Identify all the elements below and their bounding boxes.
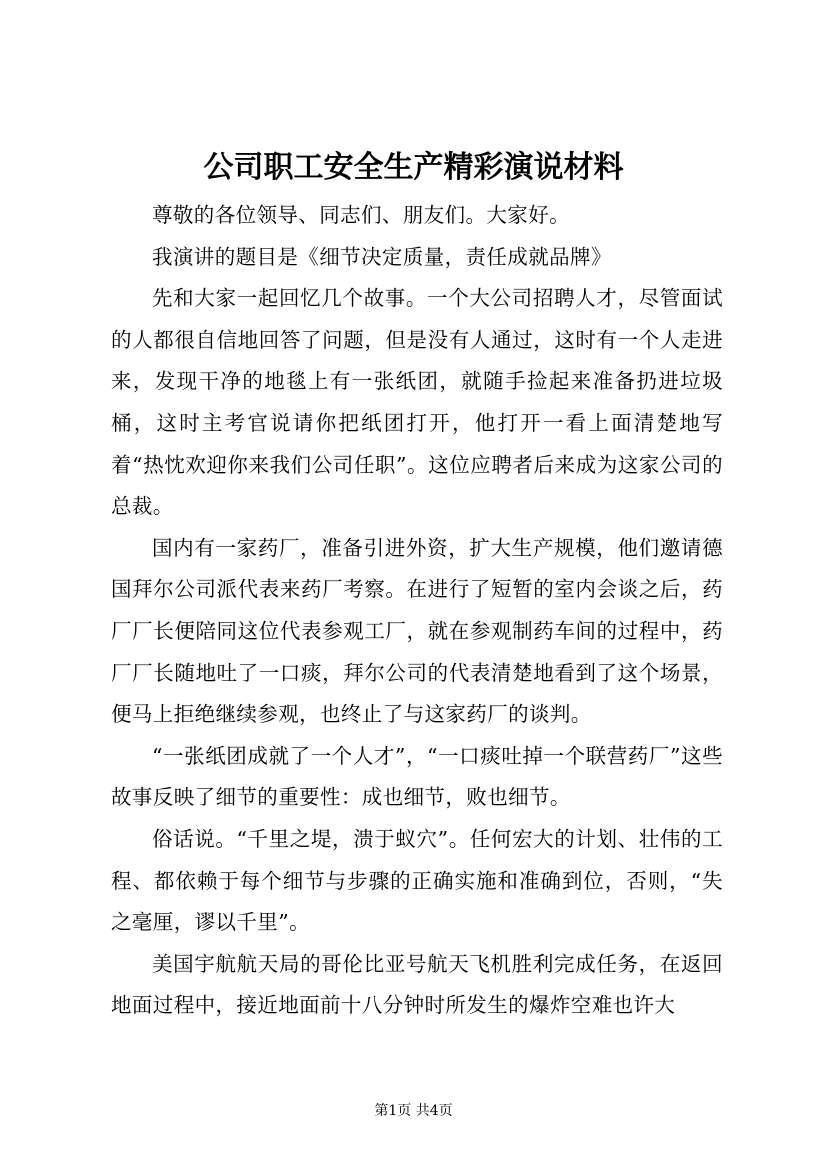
paragraph-topic: 我演讲的题目是《细节决定质量，责任成就品牌》 [152, 244, 612, 269]
paragraph-story-factory: 国内有一家药厂，准备引进外资，扩大生产规模，他们邀请德国拜尔公司派代表来药厂考察。在进行了短暂的室内会谈之后，药厂厂长便陪同这位代表参观工厂，就在参观制药车间的过程中，药厂厂长随地吐了一口痰，拜尔公司的代表清楚地看到了这个场景，便马上拒绝继续参观，也终止了与这家药厂的谈判。 [111, 535, 723, 727]
paragraph-story-paper: 先和大家一起回忆几个故事。一个大公司招聘人才，尽管面试的人都很自信地回答了问题，但是没有人通过，这时有一个人走进来，发现干净的地毯上有一张纸团，就随手捡起来准备扔进垃圾桶，这时主考官说请你把纸团打开，他打开一看上面清楚地写着“热忱欢迎你来我们公司任职”。这位应聘者后来成为这家公司的总裁。 [111, 286, 723, 519]
paragraph-summary: “一张纸团成就了一个人才”，“一口痰吐掉一个联营药厂”这些故事反映了细节的重要性：成也细节，败也细节。 [111, 743, 723, 810]
document-body [111, 195, 723, 1027]
paragraph-greeting: 尊敬的各位领导、同志们、朋友们。大家好。 [152, 203, 570, 227]
paragraph-proverb: 俗话说。“千里之堤，溃于蚁穴”。任何宏大的计划、壮伟的工程、都依赖于每个细节与步骤的正确实施和准确到位，否则，“失之毫厘，谬以千里”。 [111, 826, 723, 935]
paragraph-columbia: 美国宇航航天局的哥伦比亚号航天飞机胜利完成任务，在返回地面过程中，接近地面前十八分钟时所发生的爆炸空难也许大 [111, 951, 723, 1018]
document-title: 公司职工安全生产精彩演说材料 [203, 150, 624, 185]
page-number-footer: 第1页 共4页 [374, 1103, 453, 1119]
